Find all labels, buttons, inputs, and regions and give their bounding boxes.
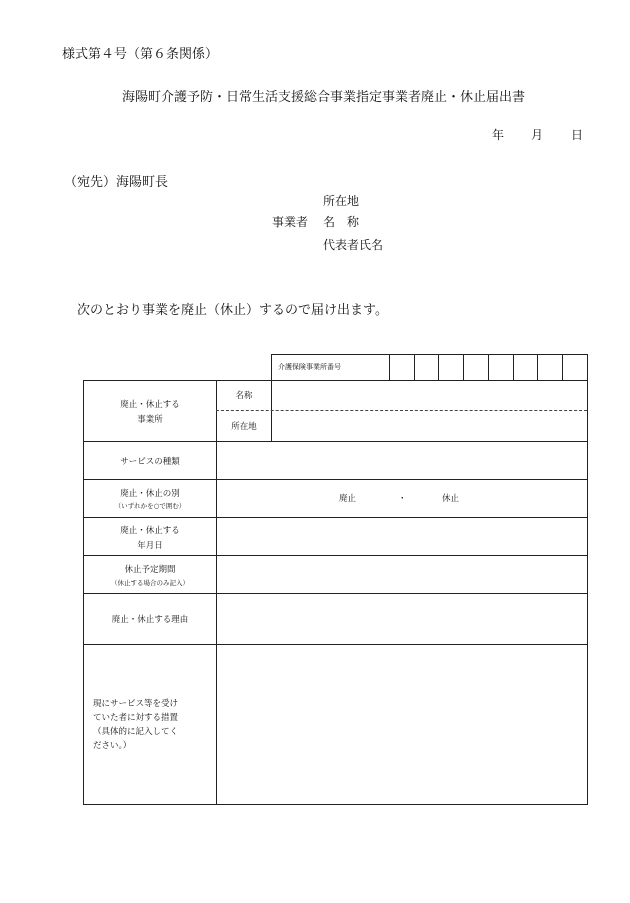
addressee: （宛先）海陽町長 bbox=[64, 175, 169, 190]
kind-option-suspend[interactable]: 休止 bbox=[442, 494, 460, 504]
date-field[interactable] bbox=[217, 518, 587, 555]
statement-text: 次のとおり事業を廃止（休止）するので届け出ます。 bbox=[77, 303, 388, 318]
reason-field[interactable] bbox=[217, 594, 587, 644]
measures-field[interactable] bbox=[217, 645, 587, 804]
period-field[interactable] bbox=[217, 556, 587, 593]
office-name-field[interactable] bbox=[272, 381, 587, 410]
office-label-line1: 廃止・休止する bbox=[120, 400, 180, 410]
office-number-label: 介護保険事業所番号 bbox=[278, 363, 341, 371]
applicant-section-label: 事業者 bbox=[272, 215, 309, 229]
date-month-label: 月 bbox=[531, 128, 544, 142]
kind-note: （いずれかを○で囲む） bbox=[114, 502, 186, 510]
kind-label: 廃止・休止の別 bbox=[120, 489, 180, 499]
form-number: 様式第４号（第６条関係） bbox=[62, 47, 219, 62]
applicant-address-label: 所在地 bbox=[323, 194, 360, 208]
form-title: 海陽町介護予防・日常生活支援総合事業指定事業者廃止・休止届出書 bbox=[122, 90, 526, 105]
office-label-line2: 事業所 bbox=[137, 415, 163, 425]
reason-label: 廃止・休止する理由 bbox=[111, 615, 189, 625]
measures-label-line3: （具体的に記入してく bbox=[93, 727, 179, 737]
period-label: 休止予定期間 bbox=[124, 565, 176, 575]
period-note: （休止する場合のみ記入） bbox=[111, 579, 189, 587]
date-day-label: 日 bbox=[571, 128, 584, 142]
measures-label-line2: ていた者に対する措置 bbox=[93, 713, 179, 723]
kind-option-abolish[interactable]: 廃止 bbox=[339, 494, 357, 504]
applicant-representative-label: 代表者氏名 bbox=[323, 238, 384, 252]
measures-label-line1: 現にサービス等を受け bbox=[93, 699, 179, 709]
service-type-label: サービスの種類 bbox=[120, 457, 180, 467]
kind-separator: ・ bbox=[398, 494, 407, 504]
date-label-line1: 廃止・休止する bbox=[120, 526, 180, 536]
applicant-name-label: 名 称 bbox=[323, 215, 360, 229]
service-type-field[interactable] bbox=[217, 442, 587, 479]
date-label-line2: 年月日 bbox=[137, 541, 163, 551]
office-address-field[interactable] bbox=[272, 411, 587, 441]
measures-label-line4: ださい。） bbox=[93, 741, 132, 751]
office-address-label: 所在地 bbox=[231, 422, 257, 432]
office-name-label: 名称 bbox=[235, 391, 253, 401]
date-year-label: 年 bbox=[492, 128, 505, 142]
